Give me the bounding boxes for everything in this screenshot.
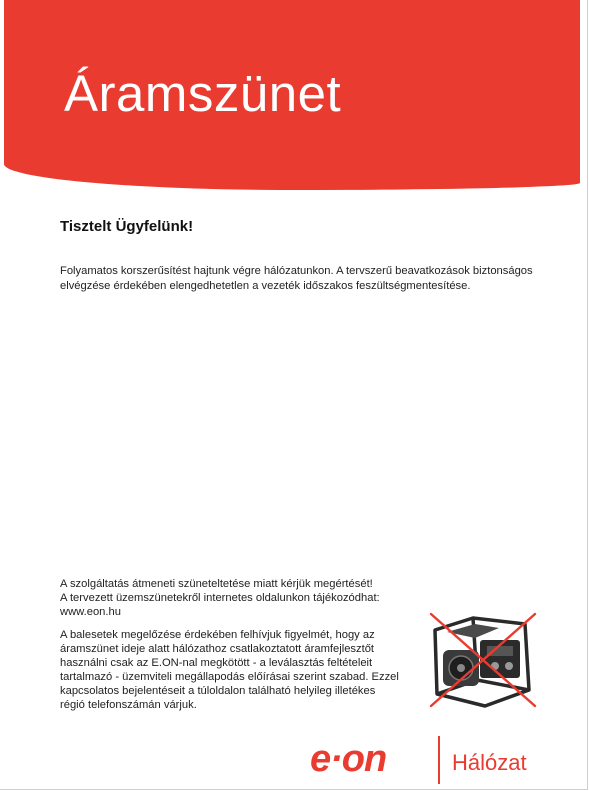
warning-paragraph: A balesetek megelőzése érdekében felhívjuk figyelmét, hogy az áramszünet ideje alatt hálózathoz csatlakoztatott áramfejlesztőt használni csak az E.ON-nal megkötött - a leválasztás feltételeit tartalmazó - üzemviteli megállapodás előírásai szerint szabad. Ezzel kapcsolatos bejelentéseit a túloldalon található helyileg illetékes régió telefonszámán várjuk. [60,629,399,711]
crossed-out-generator-icon [425,610,540,710]
notice-line-url: www.eon.hu [60,606,121,618]
notice-line-info: A tervezett üzemszünetekről internetes oldalunkon tájékozódhat: [60,592,380,604]
logo-division-label: Hálózat [452,750,527,775]
eon-logo-mark: e·on [310,738,387,780]
header-banner [4,0,580,190]
greeting-heading: Tisztelt Ügyfelünk! [60,218,194,235]
intro-paragraph: Folyamatos korszerűsítést hajtunk végre hálózatunkon. A tervszerű beavatkozások biztonságos elvégzése érdekében elengedhetetlen a vezeték időszakos feszültségmentesítése. [60,265,533,292]
logo-divider [438,736,440,784]
page-title: Áramszünet [64,65,342,122]
notice-paragraph [60,577,410,619]
notice-line-apology: A szolgáltatás átmeneti szüneteltetése miatt kérjük megértését! [60,578,373,590]
eon-halozat-logo [310,736,550,786]
